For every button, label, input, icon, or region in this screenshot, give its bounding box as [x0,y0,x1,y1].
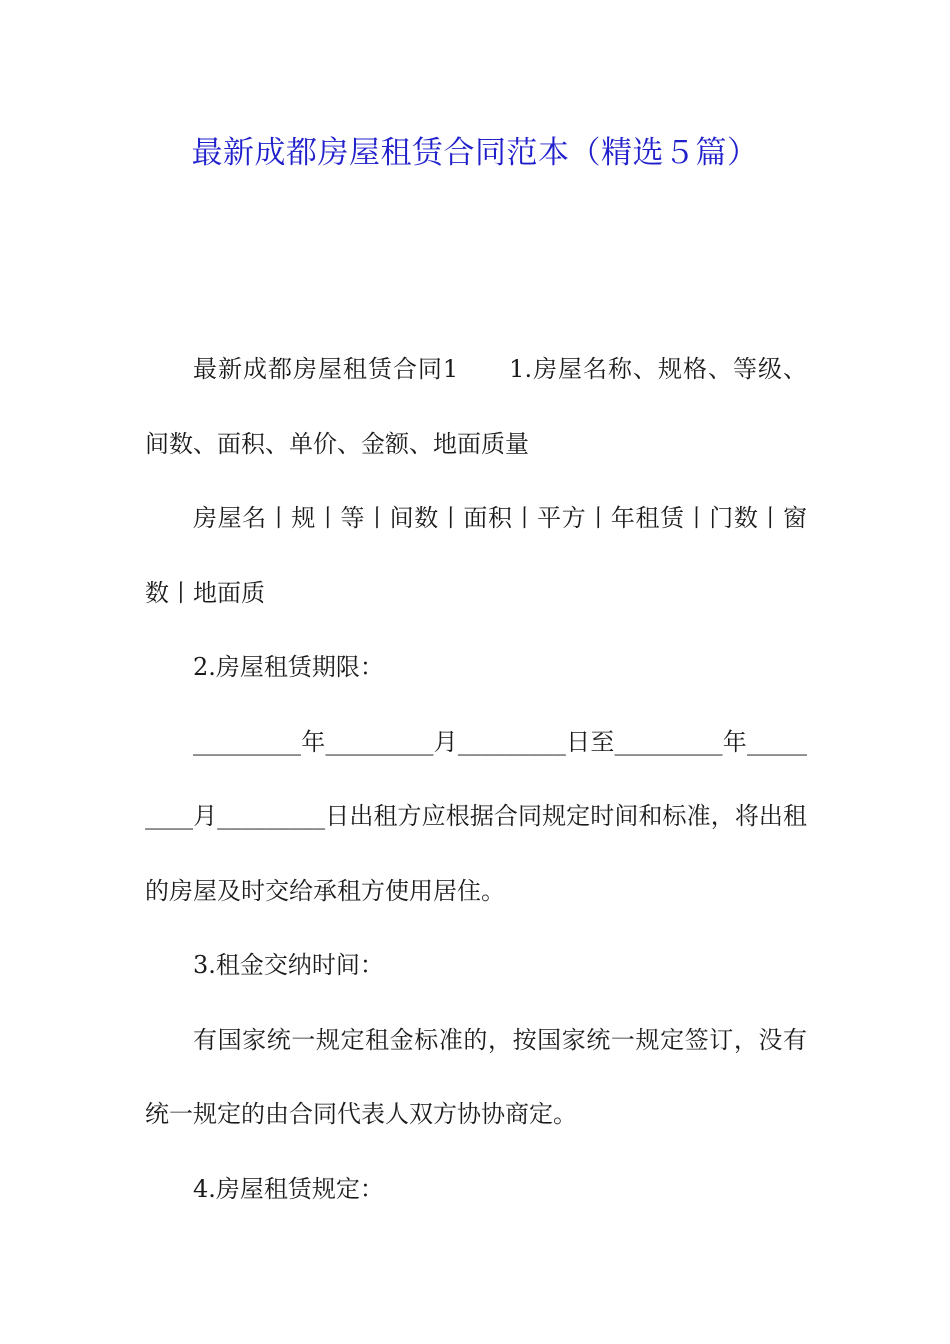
paragraph-rent-standard: 有国家统一规定租金标准的，按国家统一规定签订，没有统一规定的由合同代表人双方协协商定。 [145,1025,807,1128]
paragraph-lease-rules-heading: 4.房屋租赁规定： [193,1174,384,1203]
document-title: 最新成都房屋租赁合同范本（精选５篇） [191,135,759,171]
paragraph-lease-term-dates: _________年_________月_________日至_________年_________月_________日出租方应根据合同规定时间和标准，将出租的房屋及时交给承租方使用居住。 [145,727,807,905]
paragraph-house-table-header: 房屋名丨规丨等丨间数丨面积丨平方丨年租赁丨门数丨窗数丨地面质 [145,504,807,607]
paragraph-contract-intro: 最新成都房屋租赁合同1 1.房屋名称、规格、等级、间数、面积、单价、金额、地面质量 [145,355,807,458]
paragraph-lease-term-heading: 2.房屋租赁期限： [193,653,384,681]
paragraph-rent-payment-heading: 3.租金交纳时间： [193,951,384,979]
document-body [145,332,807,1226]
